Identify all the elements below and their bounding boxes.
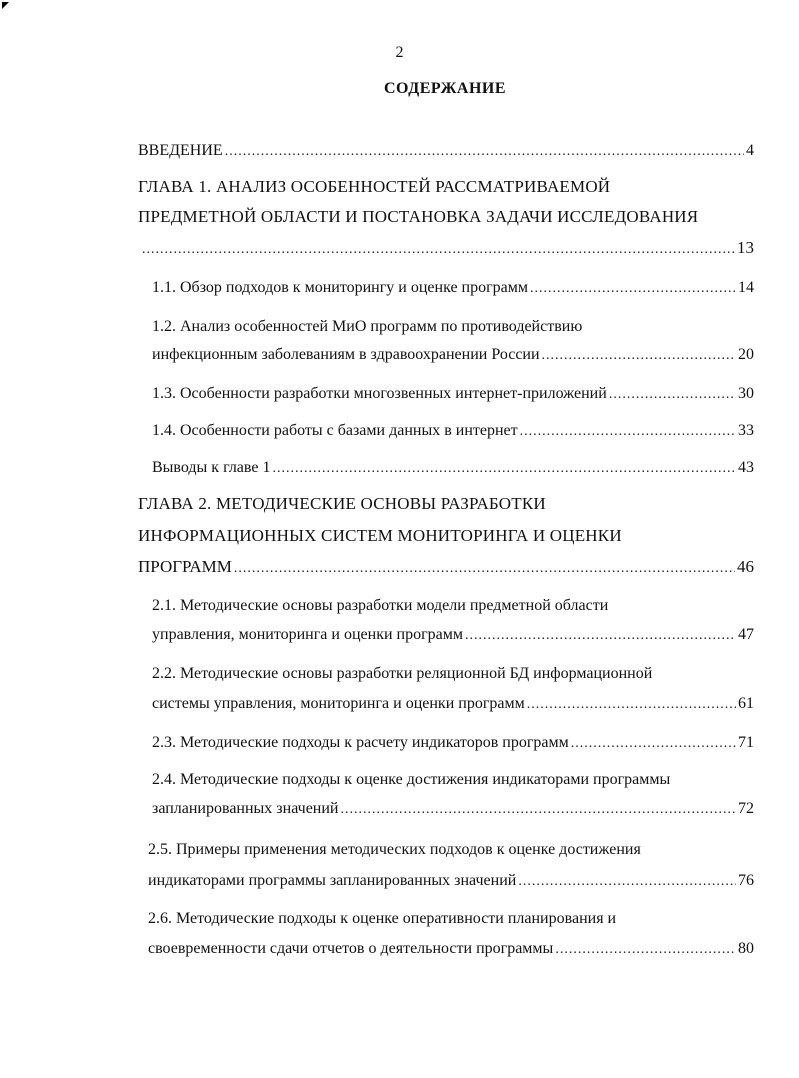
toc-entry-2-6[interactable] — [148, 939, 754, 960]
toc-entry-2-3[interactable] — [152, 733, 754, 754]
toc-page-ref: 13 — [737, 238, 754, 257]
dot-leader — [225, 142, 744, 162]
toc-entry-2-4[interactable] — [152, 799, 754, 820]
toc-entry-2-5-line1[interactable]: 2.5. Примеры применения методических подходов к оценке достижения — [148, 841, 641, 858]
dot-leader — [609, 385, 736, 405]
toc-page-ref: 14 — [738, 279, 754, 296]
toc-entry-chapter2[interactable] — [138, 557, 754, 579]
page-number: 2 — [395, 44, 404, 61]
toc-entry-1-3[interactable] — [152, 384, 754, 405]
toc-entry-text: индикаторами программы запланированных значений — [148, 872, 517, 889]
toc-entry-text: системы управления, мониторинга и оценки программ — [152, 695, 525, 712]
toc-page-ref: 72 — [738, 800, 754, 817]
toc-entry-chapter1[interactable] — [138, 238, 754, 260]
toc-entry-text: 1.4. Особенности работы с базами данных в интернет — [152, 422, 518, 439]
toc-page-ref: 71 — [738, 734, 754, 751]
dot-leader — [465, 626, 736, 646]
dot-leader — [527, 695, 736, 715]
toc-entry-1-2-line1[interactable]: 1.2. Анализ особенностей МиО программ по противодействию — [152, 318, 583, 335]
dot-leader — [542, 346, 736, 366]
toc-page-ref: 61 — [738, 695, 754, 712]
toc-page-ref: 4 — [746, 142, 754, 159]
toc-page-ref: 30 — [738, 385, 754, 402]
toc-entry-1-1[interactable] — [152, 278, 754, 299]
toc-entry-intro[interactable] — [138, 141, 754, 162]
toc-chapter1-line1[interactable]: ГЛАВА 1. АНАЛИЗ ОСОБЕННОСТЕЙ РАССМАТРИВАЕМОЙ — [138, 177, 611, 196]
dot-leader — [234, 559, 735, 579]
toc-page-ref: 20 — [738, 346, 754, 363]
toc-entry-chapter1-conclusions[interactable] — [152, 458, 754, 479]
toc-title: СОДЕРЖАНИЕ — [383, 80, 507, 97]
toc-entry-text: 1.1. Обзор подходов к мониторингу и оценке программ — [152, 279, 529, 296]
toc-entry-text: своевременности сдачи отчетов о деятельности программы — [148, 940, 554, 957]
dot-leader — [142, 240, 735, 260]
toc-entry-2-6-line1[interactable]: 2.6. Методические подходы к оценке оперативности планирования и — [148, 910, 617, 927]
toc-entry-1-4[interactable] — [152, 421, 754, 442]
toc-page-ref: 47 — [738, 626, 754, 643]
dot-leader — [340, 800, 736, 820]
toc-page-ref: 80 — [738, 940, 754, 957]
toc-page-ref: 33 — [738, 422, 754, 439]
scan-corner-mark — [2, 2, 9, 9]
toc-entry-text: 1.3. Особенности разработки многозвенных интернет-приложений — [152, 385, 607, 402]
toc-entry-text: Выводы к главе 1 — [152, 459, 271, 476]
dot-leader — [571, 734, 736, 754]
toc-chapter2-line2[interactable]: ИНФОРМАЦИОННЫХ СИСТЕМ МОНИТОРИНГА И ОЦЕНКИ — [138, 526, 622, 545]
toc-page-ref: 46 — [737, 557, 754, 576]
toc-entry-text: запланированных значений — [152, 800, 339, 817]
dot-leader — [555, 940, 736, 960]
toc-entry-2-4-line1[interactable]: 2.4. Методические подходы к оценке достижения индикаторами программы — [152, 771, 671, 788]
toc-entry-2-2[interactable] — [152, 694, 754, 715]
toc-entry-2-1-line1[interactable]: 2.1. Методические основы разработки модели предметной области — [152, 597, 609, 614]
dot-leader — [530, 279, 736, 299]
dot-leader — [520, 422, 736, 442]
dot-leader — [518, 872, 736, 892]
toc-entry-2-1[interactable] — [152, 625, 754, 646]
toc-entry-text: инфекционным заболеваниям в здравоохранении России — [152, 346, 540, 363]
toc-entry-2-2-line1[interactable]: 2.2. Методические основы разработки реляционной БД информационной — [152, 665, 653, 682]
toc-entry-text: 2.3. Методические подходы к расчету индикаторов программ — [152, 734, 569, 751]
toc-entry-text: управления, мониторинга и оценки программ — [152, 626, 463, 643]
dot-leader — [272, 459, 736, 479]
toc-chapter1-line2[interactable]: ПРЕДМЕТНОЙ ОБЛАСТИ И ПОСТАНОВКА ЗАДАЧИ ИССЛЕДОВАНИЯ — [138, 207, 699, 226]
toc-entry-2-5[interactable] — [148, 871, 754, 892]
toc-page-ref: 76 — [738, 872, 754, 889]
toc-page-ref: 43 — [738, 459, 754, 476]
toc-entry-text: ВВЕДЕНИЕ — [138, 142, 223, 159]
toc-entry-text: ПРОГРАММ — [138, 557, 232, 576]
toc-entry-1-2[interactable] — [152, 345, 754, 366]
toc-chapter2-line1[interactable]: ГЛАВА 2. МЕТОДИЧЕСКИЕ ОСНОВЫ РАЗРАБОТКИ — [138, 494, 546, 513]
